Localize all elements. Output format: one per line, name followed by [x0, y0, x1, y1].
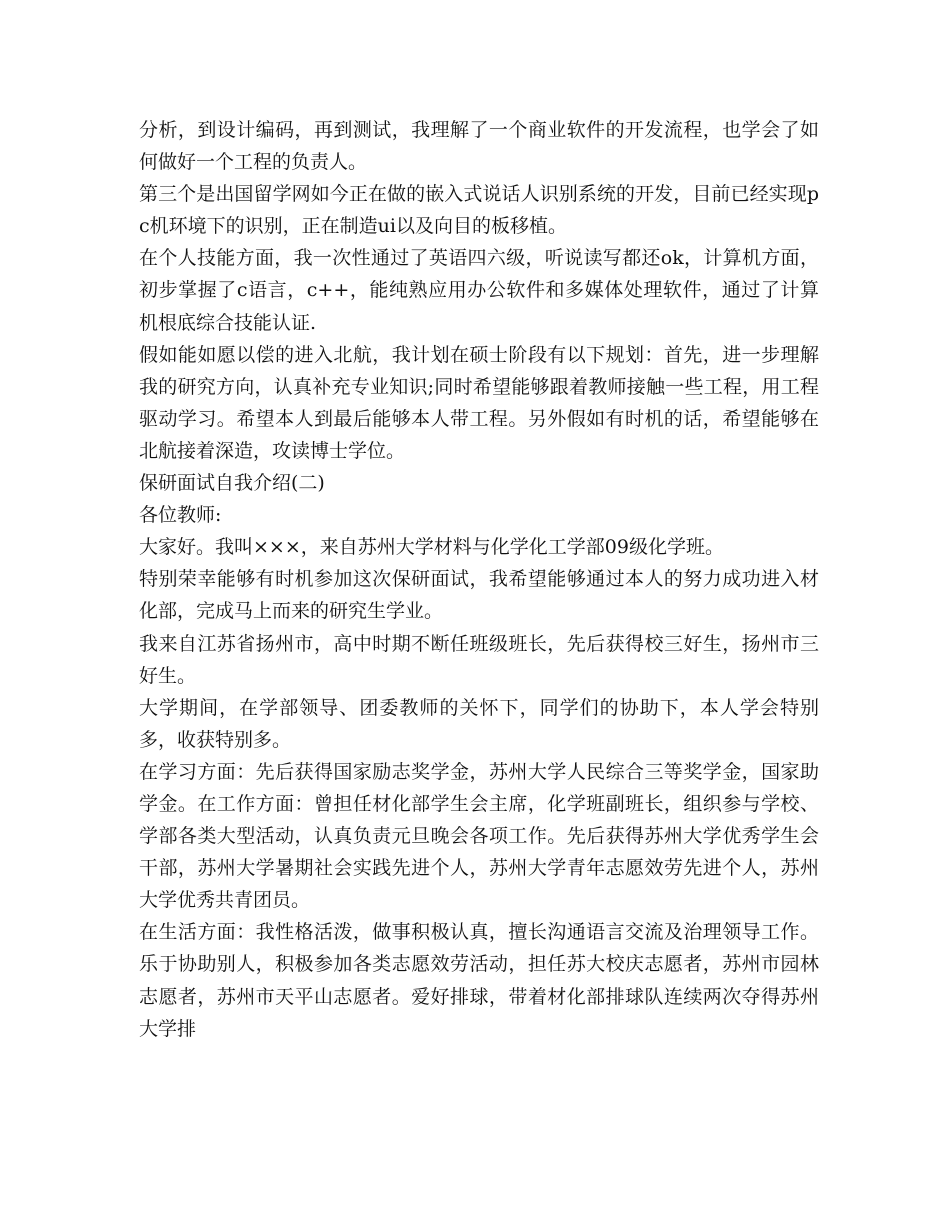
paragraph-speaker-recognition: 第三个是出国留学网如今正在做的嵌入式说话人识别系统的开发，目前已经实现pc机环境下的识别，正在制造ui以及向目的板移植。 [139, 183, 819, 238]
paragraph-life: 在生活方面：我性格活泼，做事积极认真，擅长沟通语言交流及治理领导工作。乐于协助别人，积极参加各类志愿效劳活动，担任苏大校庆志愿者，苏州市园林志愿者，苏州市天平山志愿者。爱好排球，带着材化部排球队连续两次夺得苏州大学排 [139, 921, 819, 1040]
paragraph-university-period: 大学期间，在学部领导、团委教师的关怀下，同学们的协助下，本人学会特别多，收获特别多。 [139, 696, 819, 751]
document-body [139, 114, 819, 1045]
paragraph-dev-process: 分析，到设计编码，再到测试，我理解了一个商业软件的开发流程，也学会了如何做好一个工程的负责人。 [139, 119, 819, 174]
section-heading: 保研面试自我介绍(二) [139, 472, 325, 495]
paragraph-personal-skills: 在个人技能方面，我一次性通过了英语四六级，听说读写都还ok，计算机方面，初步掌握了c语言，c++，能纯熟应用办公软件和多媒体处理软件，通过了计算机根底综合技能认证. [139, 247, 819, 334]
paragraph-hometown: 我来自江苏省扬州市，高中时期不断任班级班长，先后获得校三好生，扬州市三好生。 [139, 632, 819, 687]
paragraph-greeting: 大家好。我叫×××，来自苏州大学材料与化学化工学部09级化学班。 [139, 536, 724, 559]
paragraph-study-work: 在学习方面：先后获得国家励志奖学金，苏州大学人民综合三等奖学金，国家助学金。在工作方面：曾担任材化部学生会主席，化学班副班长，组织参与学校、学部各类大型活动，认真负责元旦晚会各项工作。先后获得苏州大学优秀学生会干部，苏州大学暑期社会实践先进个人，苏州大学青年志愿效劳先进个人，苏州大学优秀共青团员。 [139, 760, 819, 912]
salutation: 各位教师: [139, 504, 222, 527]
paragraph-study-plan: 假如能如愿以偿的进入北航，我计划在硕士阶段有以下规划：首先，进一步理解我的研究方向，认真补充专业知识;同时希望能够跟着教师接触一些工程，用工程驱动学习。希望本人到最后能够本人带工程。另外假如有时机的话，希望能够在北航接着深造，攻读博士学位。 [139, 343, 819, 462]
paragraph-opportunity: 特别荣幸能够有时机参加这次保研面试，我希望能够通过本人的努力成功进入材化部，完成马上而来的研究生学业。 [139, 568, 819, 623]
